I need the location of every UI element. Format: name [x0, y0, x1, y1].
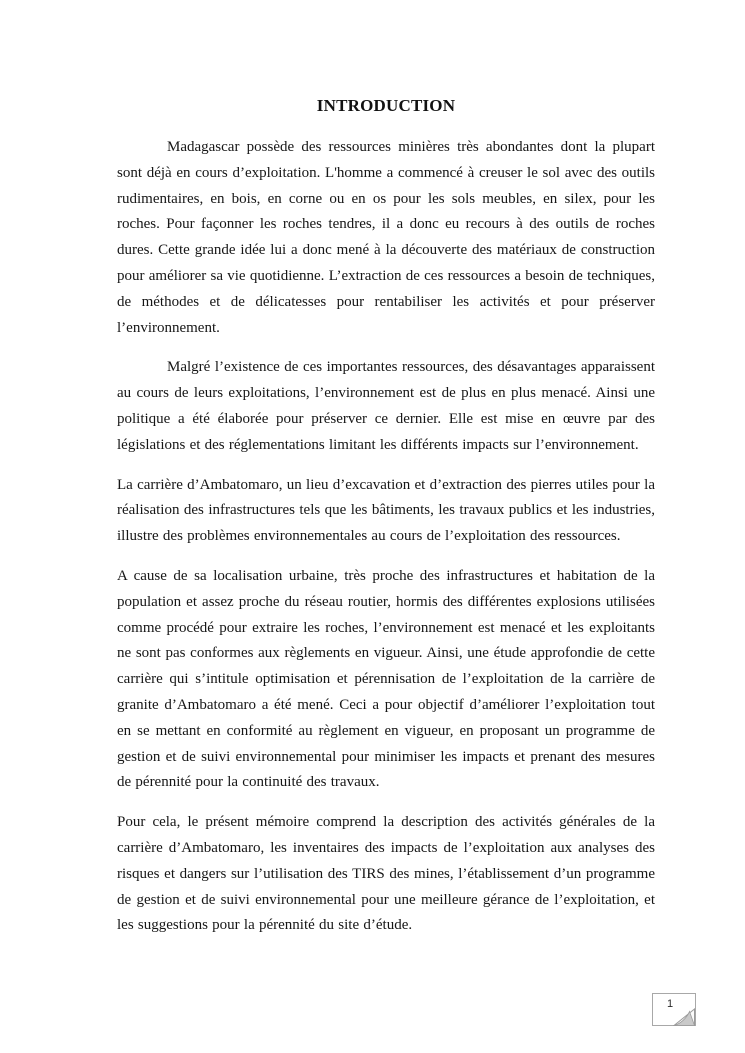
paragraph: A cause de sa localisation urbaine, très proche des infrastructures et habitation de la population et assez proche du réseau routier, hormis des différentes explosions utilisées comme procédé pour extraire les roches, l’environnement est menacé et les exploitants ne sont pas conformes aux règlements en vigueur. Ainsi, une étude approfondie de cette carrière qui s’intitule optimisation et pérennisation de l’exploitation de la carrière de granite d’Ambatomaro a été mené. Ceci a pour objectif d’améliorer l’exploitation tout en se mettant en conformité au règlement en vigueur, en proposant un programme de gestion et de suivi environnemental pour minimiser les impacts et prenant des mesures de pérennité pour la continuité des travaux.: [117, 567, 655, 791]
document-content: [117, 96, 655, 953]
page-curl-icon: [673, 1008, 696, 1027]
paragraph: La carrière d’Ambatomaro, un lieu d’excavation et d’extraction des pierres utiles pour la réalisation des infrastructures tels que les bâtiments, les travaux publics et les industries, illustre des problèmes environnementales au cours de l’exploitation des ressources.: [117, 476, 655, 545]
page-number: 1: [666, 998, 674, 1010]
paragraph: Malgré l’existence de ces importantes ressources, des désavantages apparaissent au cours de leurs exploitations, l’environnement est de plus en plus menacé. Ainsi une politique a été élaborée pour préserver ce dernier. Elle est mise en œuvre par des législations et des réglementations limitant les différents impacts sur l’environnement.: [117, 359, 655, 453]
page-title: INTRODUCTION: [316, 96, 456, 115]
page-number-box: [652, 993, 696, 1026]
paragraph: Madagascar possède des ressources minières très abondantes dont la plupart sont déjà en cours d’exploitation. L'homme a commencé à creuser le sol avec des outils rudimentaires, en bois, en corne ou en os pour les sols meubles, en silex, pour les roches. Pour façonner les roches tendres, il a donc eu recours à des outils de roches dures. Cette grande idée lui a donc mené à la découverte des matériaux de construction pour améliorer sa vie quotidienne. L’extraction de ces ressources a besoin de techniques, de méthodes et de délicatesses pour rentabiliser les activités et pour préserver l’environnement.: [117, 139, 655, 336]
paragraph: Pour cela, le présent mémoire comprend la description des activités générales de la carrière d’Ambatomaro, les inventaires des impacts de l’exploitation aux analyses des risques et dangers sur l’utilisation des TIRS des mines, l’établissement d’un programme de gestion et de suivi environnemental pour une meilleure gérance de l’exploitation, et les suggestions pour la pérennité du site d’étude.: [117, 814, 655, 934]
